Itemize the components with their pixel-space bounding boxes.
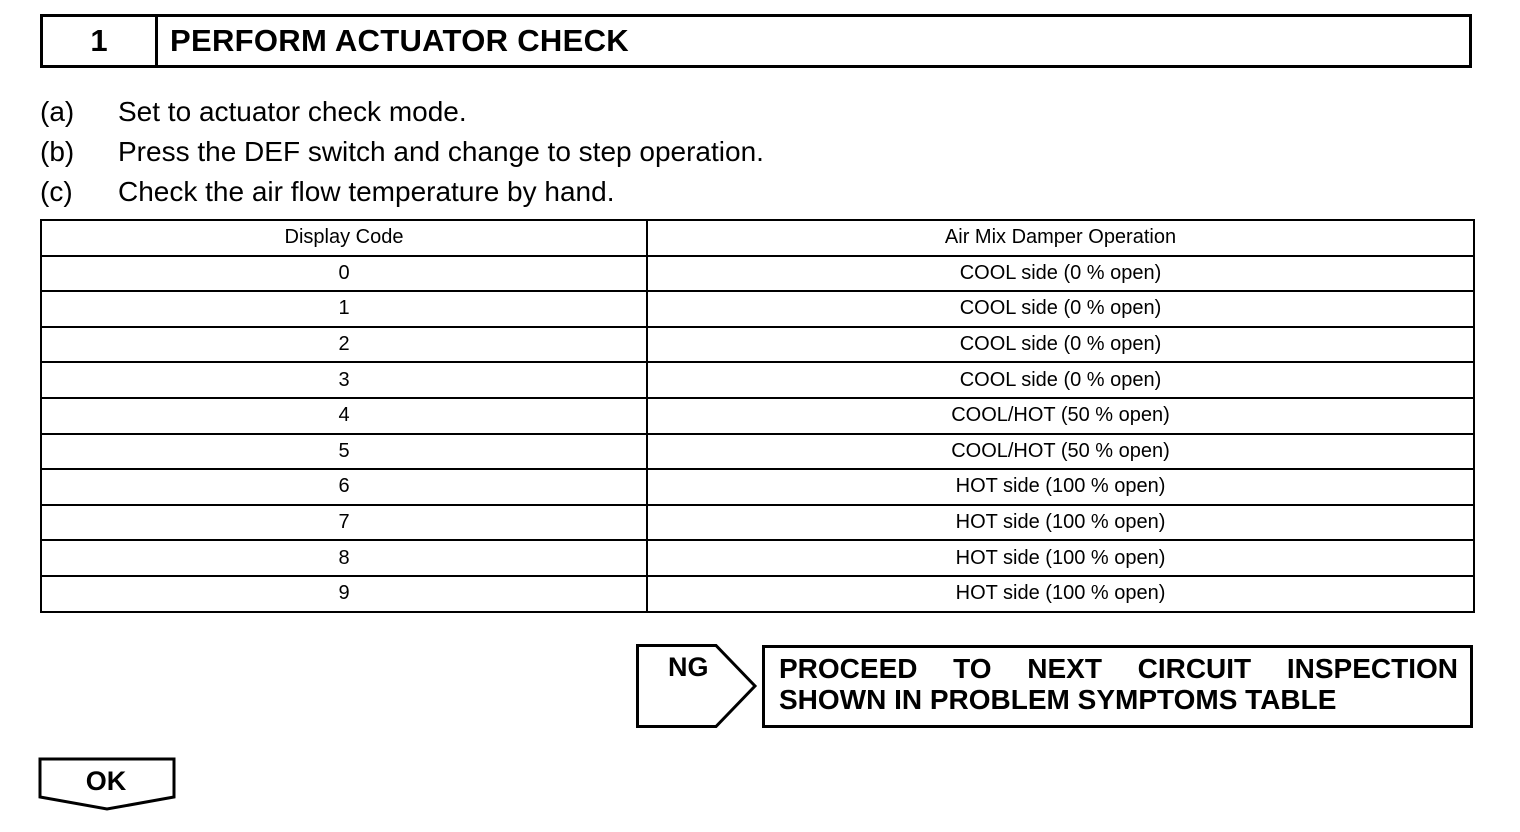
display-code-cell: 7 (41, 505, 647, 541)
display-code-cell: 5 (41, 434, 647, 470)
ok-label: OK (85, 766, 127, 796)
table-row (41, 505, 1474, 541)
ng-result-line-1: PROCEED TO NEXT CIRCUIT INSPECTION (779, 653, 1458, 684)
display-code-cell: 8 (41, 540, 647, 576)
step-title: PERFORM ACTUATOR CHECK (170, 23, 629, 58)
display-code-cell: 9 (41, 576, 647, 612)
display-code-cell: 0 (41, 256, 647, 292)
table-row (41, 327, 1474, 363)
damper-operation-cell: COOL side (0 % open) (647, 256, 1474, 292)
damper-operation-cell: COOL/HOT (50 % open) (647, 434, 1474, 470)
instruction-item (40, 172, 1240, 212)
ng-label: NG (668, 652, 709, 682)
display-code-cell: 4 (41, 398, 647, 434)
instruction-text: Check the air flow temperature by hand. (118, 176, 615, 207)
damper-operation-table (40, 219, 1473, 613)
header-damper-operation: Air Mix Damper Operation (647, 220, 1474, 256)
instruction-list (40, 92, 1240, 212)
instruction-item (40, 132, 1240, 172)
table-header-row (41, 220, 1474, 256)
table-row (41, 362, 1474, 398)
table-row (41, 434, 1474, 470)
step-header (40, 14, 1472, 68)
instruction-label: (a) (40, 96, 75, 127)
table-row (41, 256, 1474, 292)
ng-result-line-2: SHOWN IN PROBLEM SYMPTOMS TABLE (779, 684, 1337, 715)
table-row (41, 469, 1474, 505)
damper-operation-cell: COOL/HOT (50 % open) (647, 398, 1474, 434)
damper-operation-cell: HOT side (100 % open) (647, 469, 1474, 505)
damper-operation-cell: COOL side (0 % open) (647, 362, 1474, 398)
instruction-text: Press the DEF switch and change to step operation. (118, 136, 764, 167)
ng-result-box (762, 645, 1473, 728)
display-code-cell: 2 (41, 327, 647, 363)
table-row (41, 576, 1474, 612)
header-display-code: Display Code (41, 220, 647, 256)
damper-operation-cell: COOL side (0 % open) (647, 327, 1474, 363)
table-row (41, 398, 1474, 434)
instruction-text: Set to actuator check mode. (118, 96, 467, 127)
instruction-item (40, 92, 1240, 132)
display-code-cell: 1 (41, 291, 647, 327)
damper-operation-cell: HOT side (100 % open) (647, 540, 1474, 576)
instruction-label: (c) (40, 176, 73, 207)
instruction-label: (b) (40, 136, 75, 167)
step-number: 1 (43, 17, 158, 65)
table-row (41, 291, 1474, 327)
display-code-cell: 3 (41, 362, 647, 398)
table-row (41, 540, 1474, 576)
damper-operation-cell: COOL side (0 % open) (647, 291, 1474, 327)
damper-operation-cell: HOT side (100 % open) (647, 505, 1474, 541)
damper-operation-cell: HOT side (100 % open) (647, 576, 1474, 612)
display-code-cell: 6 (41, 469, 647, 505)
